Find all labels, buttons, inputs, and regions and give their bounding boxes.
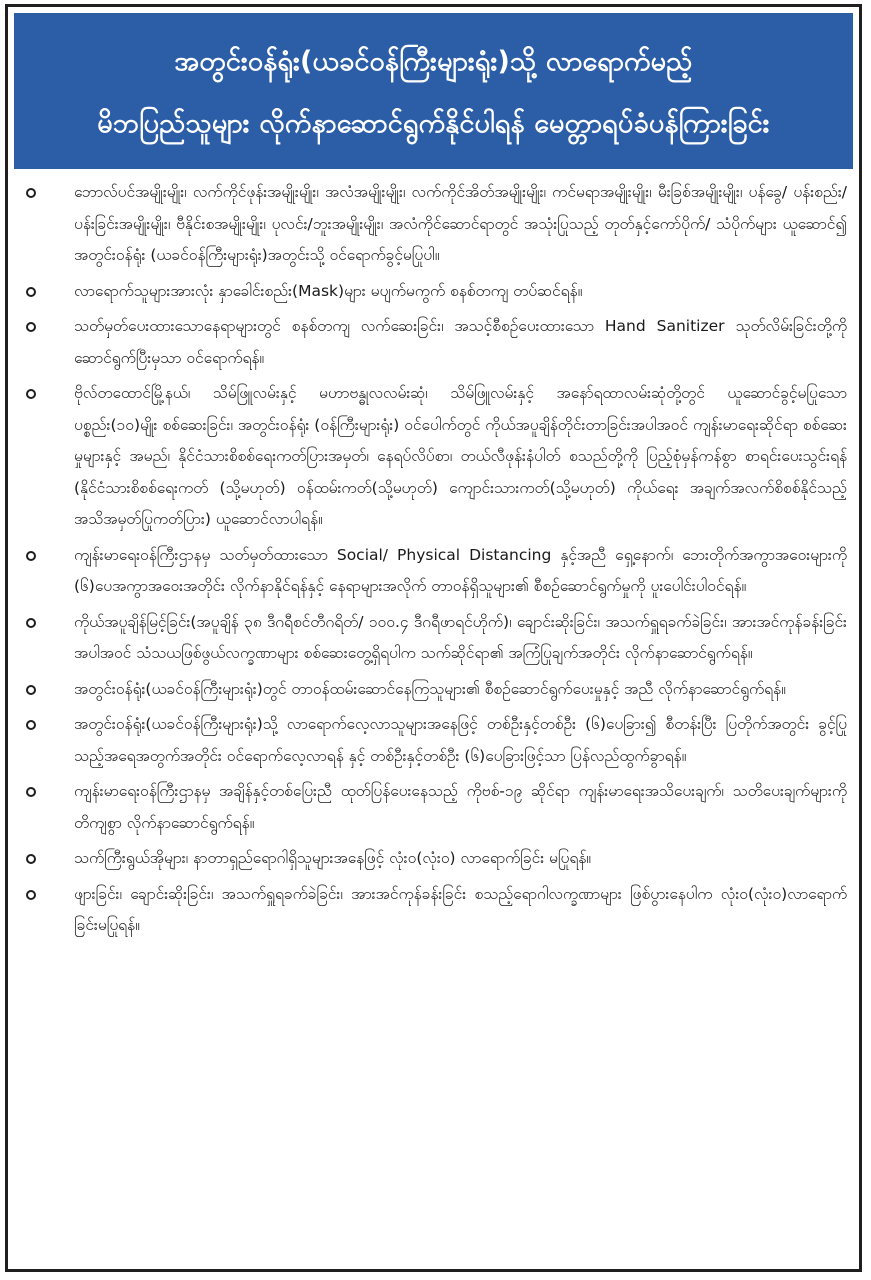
rule-text: သတ်မှတ်ပေးထားသောနေရာများတွင် စနစ်တကျ လက်ဆေးခြင်း၊ အသင့်စီစဉ်ပေးထားသော Hand Sanitizer သုတ်လိမ်းခြင်းတို့ကို ဆောင်ရွက်ပြီးမှသာ ဝင်ရောက်ရန်။ xyxy=(74,317,847,367)
rule-text: ဗိုလ်တထောင်မြို့နယ်၊ သိမ်ဖြူလမ်းနှင့် မဟာဗန္ဓုလလမ်းဆုံ၊ သိမ်ဖြူလမ်းနှင့် အနော်ရထာလမ်းဆုံတို့တွင် ယူဆောင်ခွင့်မပြုသော ပစ္စည်း(၁၀)မျိုး စစ်ဆေးခြင်း၊ အတွင်းဝန်ရုံး (ဝန်ကြီးများရုံး) ဝင်ပေါက်တွင် ကိုယ်အပူချိန်တိုင်းတာခြင်းအပါအဝင် ကျန်းမာရေးဆိုင်ရာ စစ်ဆေးမှုများနှင့် အမည်၊ နိုင်ငံသားစိစစ်ရေးကတ်ပြားအမှတ်၊ နေရပ်လိပ်စာ၊ တယ်လီဖုန်းနံပါတ် စသည်တို့ကို ပြည့်စုံမှန်ကန်စွာ စာရင်းပေးသွင်းရန် (နိုင်ငံသားစိစစ်ရေးကတ် (သို့မဟုတ်) ဝန်ထမ်းကတ်(သို့မဟုတ်) ကျောင်းသားကတ်(သို့မဟုတ်) ကိုယ်ရေး အချက်အလက်စိစစ်နိုင်သည့် အသိအမှတ်ပြုကတ်ပြား) ယူဆောင်လာပါရန်။ xyxy=(74,384,847,528)
rule-text: ကျန်းမာရေးဝန်ကြီးဌာနမှ သတ်မှတ်ထားသော Social/ Physical Distancing နှင့်အညီ ရှေ့နောက်၊ ဘေးတိုက်အကွာအဝေးများကို (၆)ပေအကွာအဝေးအတိုင်း လိုက်နာနိုင်ရန်နှင့် နေရာများအလိုက် တာဝန်ရှိသူများ၏ စီစဉ်ဆောင်ရွက်မှုကို ပူးပေါင်းပါဝင်ရန်။ xyxy=(74,545,847,595)
rule-item-8 xyxy=(14,709,853,772)
hollow-circle-bullet-icon xyxy=(26,787,36,797)
rule-text: ဘောလ်ပင်အမျိုးမျိုး၊ လက်ကိုင်ဖုန်းအမျိုးမျိုး၊ အလံအမျိုးမျိုး၊ လက်ကိုင်အိတ်အမျိုးမျိုး၊ ကင်မရာအမျိုးမျိုး၊ မီးခြစ်အမျိုးမျိုး၊ ပန်ခွေ/ ပန်းစည်း/ ပန်းခြင်းအမျိုးမျိုး၊ ဗီနိုင်းစအမျိုးမျိုး၊ ပုလင်း/ဘူးအမျိုးမျိုး၊ အလံကိုင်ဆောင်ရာတွင် အသုံးပြုသည့် တုတ်နှင့်ကော်ပိုက်/ သံပိုက်များ ယူဆောင်၍ အတွင်းဝန်ရုံး (ယခင်ဝန်ကြီးများရုံး)အတွင်းသို့ ဝင်ရောက်ခွင့်မပြုပါ။ xyxy=(74,183,847,264)
hollow-circle-bullet-icon xyxy=(26,287,36,297)
hollow-circle-bullet-icon xyxy=(26,685,36,695)
rule-text: အတွင်းဝန်ရုံး(ယခင်ဝန်ကြီးများရုံး)တွင် တာဝန်ထမ်းဆောင်နေကြသူများ၏ စီစဉ်ဆောင်ရွက်ပေးမှုနှင့် အညီ လိုက်နာဆောင်ရွက်ရန်။ xyxy=(74,679,786,698)
hollow-circle-bullet-icon xyxy=(26,618,36,628)
hollow-circle-bullet-icon xyxy=(26,389,36,399)
rule-item-5 xyxy=(14,540,853,603)
rule-text: လာရောက်သူများအားလုံး နှာခေါင်းစည်း(Mask)များ မပျက်မကွက် စနစ်တကျ တပ်ဆင်ရန်။ xyxy=(74,281,583,300)
hollow-circle-bullet-icon xyxy=(26,322,36,332)
rules-list xyxy=(14,177,853,946)
hollow-circle-bullet-icon xyxy=(26,551,36,561)
hollow-circle-bullet-icon xyxy=(26,890,36,900)
hollow-circle-bullet-icon xyxy=(26,854,36,864)
rule-item-7 xyxy=(14,674,853,706)
rule-text: သက်ကြီးရွယ်အိုများ၊ နာတာရှည်ရောဂါရှိသူများအနေဖြင့် လုံးဝ(လုံးဝ) လာရောက်ခြင်း မပြုရန်။ xyxy=(74,849,591,867)
hollow-circle-bullet-icon xyxy=(26,720,36,730)
rule-item-3 xyxy=(14,311,853,374)
rule-item-6 xyxy=(14,607,853,670)
hollow-circle-bullet-icon xyxy=(26,188,36,198)
notice-header xyxy=(14,13,853,169)
rule-text: အတွင်းဝန်ရုံး(ယခင်ဝန်ကြီးများရုံး)သို့ လာရောက်လေ့လာသူများအနေဖြင့် တစ်ဦးနှင့်တစ်ဦး (၆)ပေခြား၍ စီတန်းပြီး ပြတိုက်အတွင်း ခွင့်ပြုသည့်အရေအတွက်အတိုင်း ဝင်ရောက်လေ့လာရန် နှင့် တစ်ဦးနှင့်တစ်ဦး (၆)ပေခြားဖြင့်သာ ပြန်လည်ထွက်ခွာရန်။ xyxy=(74,715,847,765)
rule-item-1 xyxy=(14,177,853,272)
notice-frame xyxy=(5,4,862,1272)
rule-text: ကိုယ်အပူချိန်မြင့်ခြင်း(အပူချိန် ၃၈ ဒီဂရီစင်တီဂရိတ်/ ၁၀၀.၄ ဒီဂရီဖာရင်ဟိုက်)၊ ချောင်းဆိုးခြင်း၊ အသက်ရှူရခက်ခဲခြင်း၊ အားအင်ကုန်ခန်းခြင်းအပါအဝင် သံသယဖြစ်ဖွယ်လက္ခဏာများ စစ်ဆေးတွေ့ရှိရပါက သက်ဆိုင်ရာ၏ အကြံပြုချက်အတိုင်း လိုက်နာဆောင်ရွက်ရန်။ xyxy=(74,612,847,662)
rule-item-4 xyxy=(14,378,853,536)
rule-text: ဖျားခြင်း၊ ချောင်းဆိုးခြင်း၊ အသက်ရှူရခက်ခဲခြင်း၊ အားအင်ကုန်ခန်းခြင်း စသည့်ရောဂါလက္ခဏာများ ဖြစ်ပွားနေပါက လုံးဝ(လုံးဝ)လာရောက်ခြင်းမပြုရန်။ xyxy=(74,884,847,934)
header-title-line-2: မိဘပြည်သူများ လိုက်နာဆောင်ရွက်နိုင်ပါရန် မေတ္တာရပ်ခံပန်ကြားခြင်း xyxy=(97,108,770,139)
rule-text: ကျန်းမာရေးဝန်ကြီးဌာနမှ အချိန်နှင့်တစ်ပြေးညီ ထုတ်ပြန်ပေးနေသည့် ကိုဗစ်-၁၉ ဆိုင်ရာ ကျန်းမာရေးအသိပေးချက်၊ သတိပေးချက်များကို တိကျစွာ လိုက်နာဆောင်ရွက်ရန်။ xyxy=(74,782,847,832)
rule-item-2 xyxy=(14,276,853,308)
rule-item-10 xyxy=(14,843,853,875)
header-title-line-1: အတွင်းဝန်ရုံး(ယခင်ဝန်ကြီးများရုံး)သို့ လာရောက်မည့် xyxy=(174,46,693,77)
rule-item-11 xyxy=(14,879,853,942)
rule-item-9 xyxy=(14,776,853,839)
